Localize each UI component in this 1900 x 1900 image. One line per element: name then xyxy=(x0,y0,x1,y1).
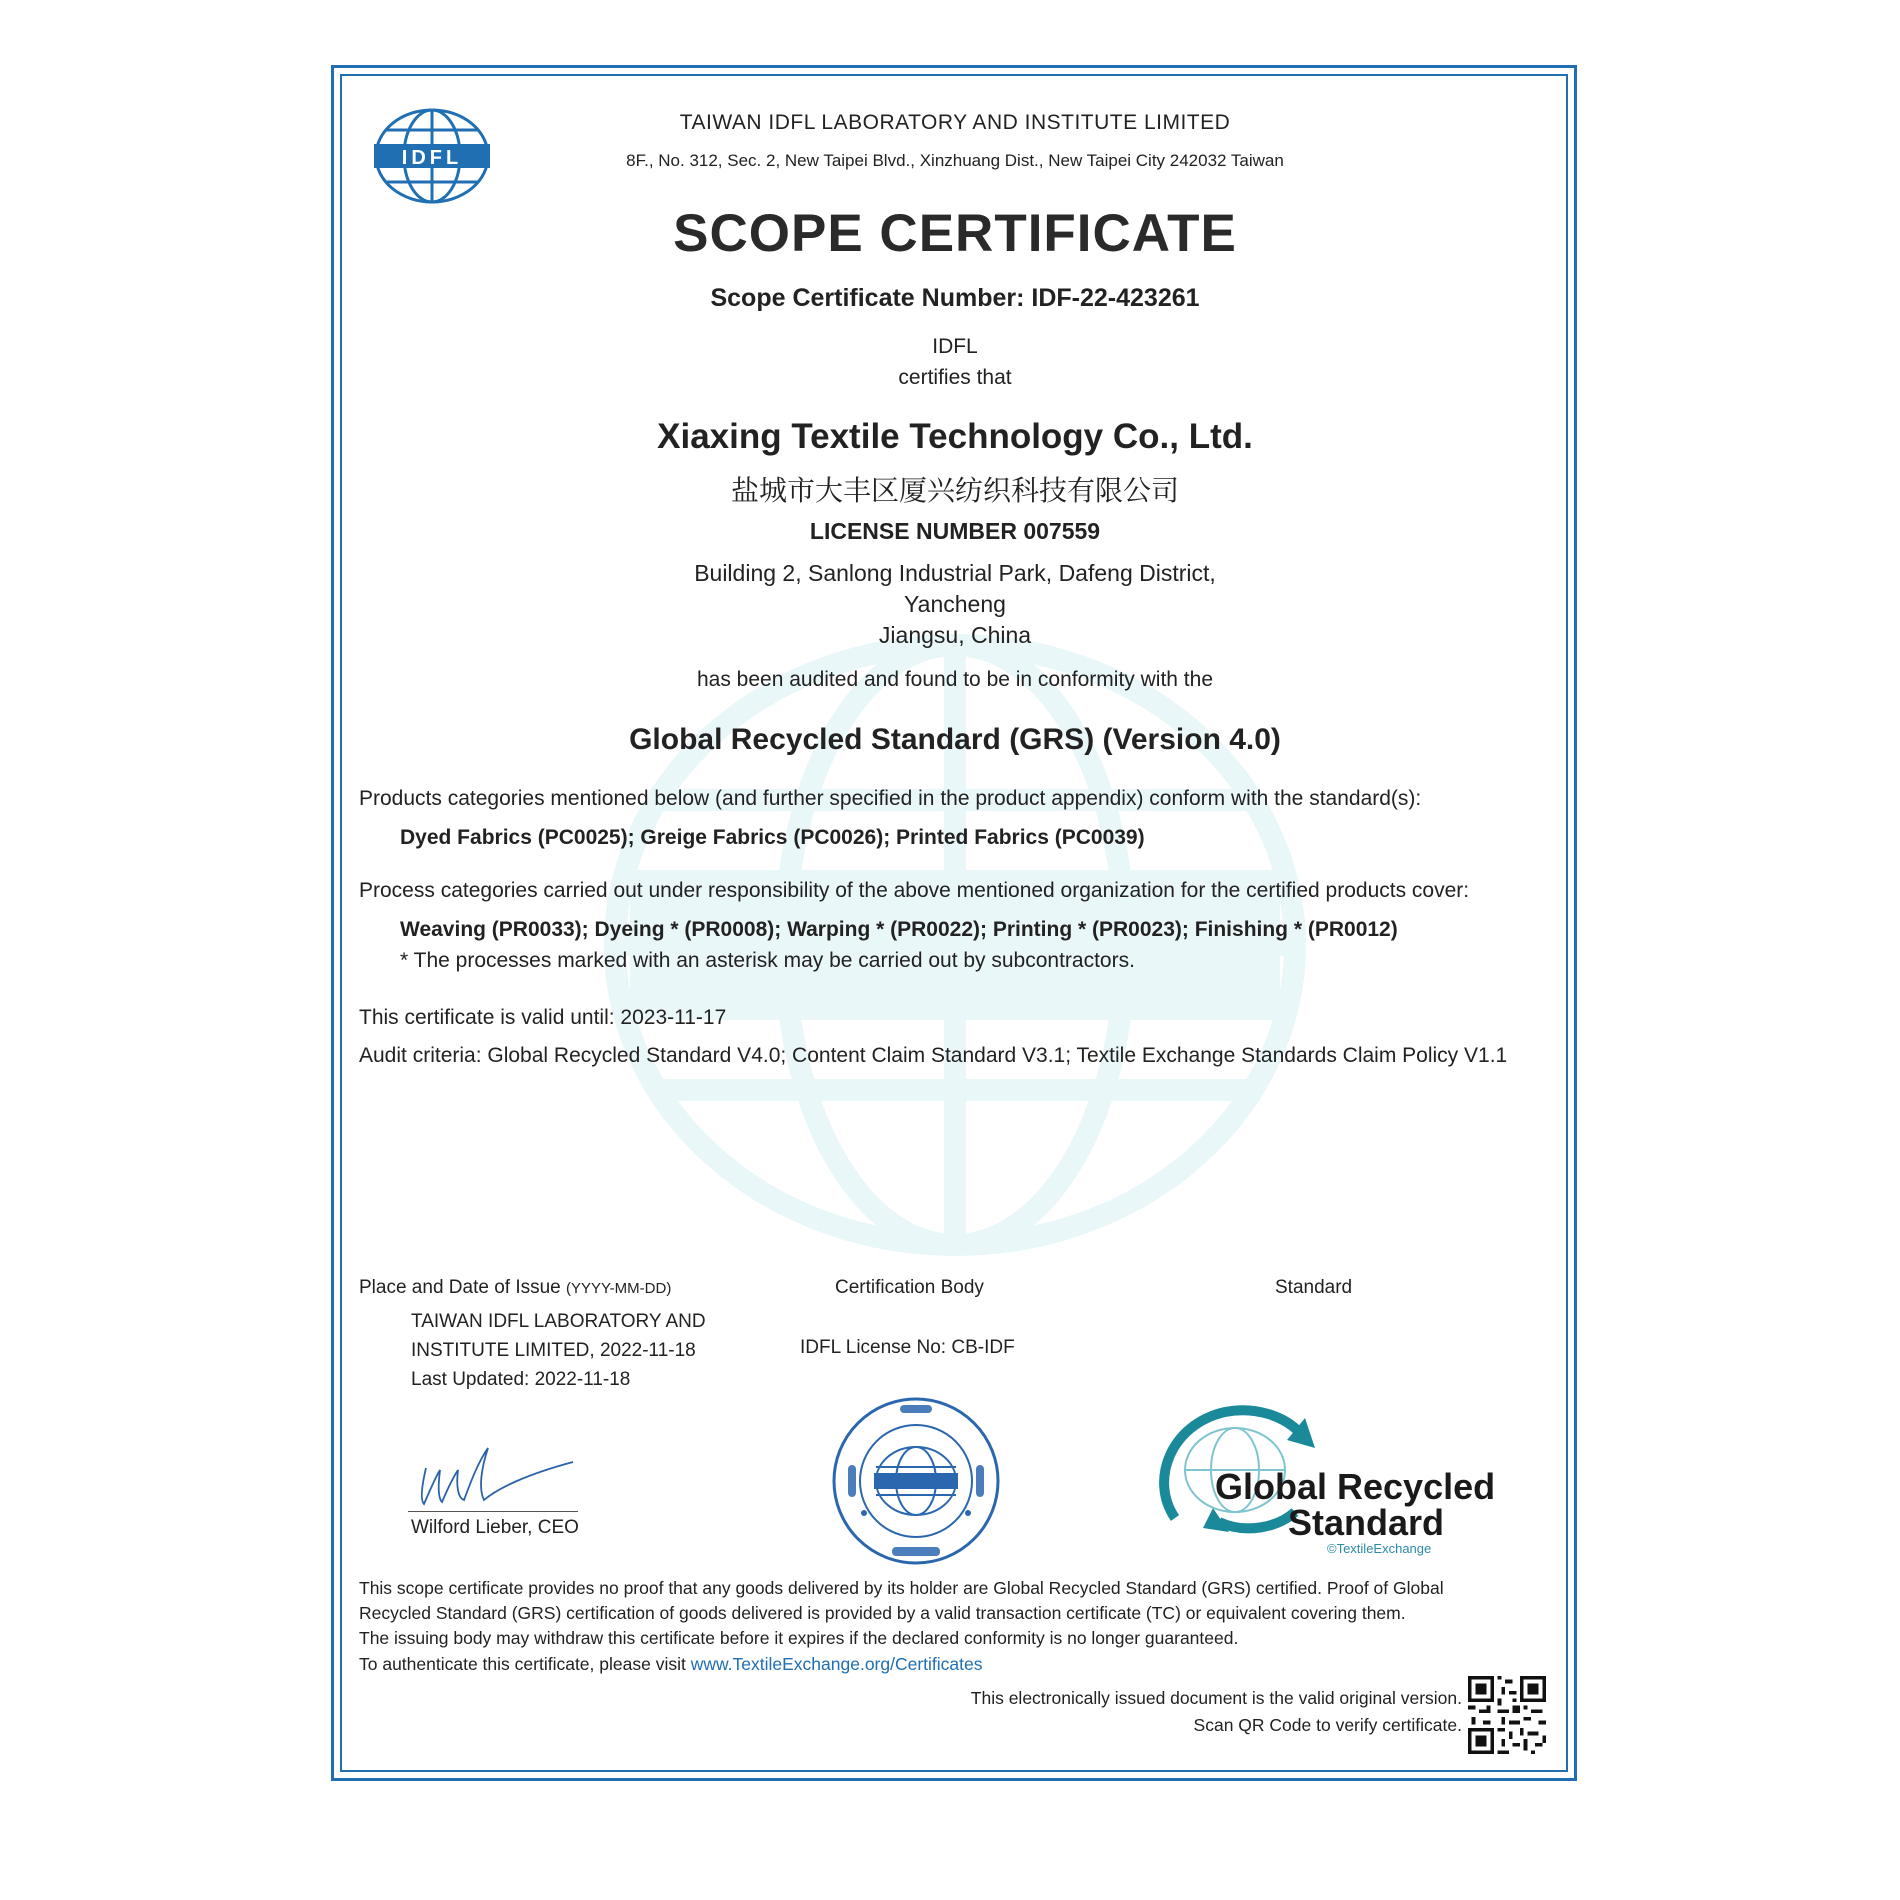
idfl-logo-icon xyxy=(372,106,492,206)
signature-line xyxy=(408,1511,578,1512)
disclaimer-line4 xyxy=(359,1654,1559,1675)
standard-label: Standard xyxy=(1275,1277,1353,1298)
signer-name: Wilford Lieber, CEO xyxy=(411,1517,579,1538)
certificate-title: SCOPE CERTIFICATE xyxy=(673,204,1237,263)
watermark-globe-icon xyxy=(590,620,1320,1270)
disclaimer-line4-prefix: To authenticate this certificate, please visit xyxy=(359,1654,691,1674)
certifies-that-text: certifies that xyxy=(898,366,1012,389)
certification-body-label: Certification Body xyxy=(835,1277,984,1298)
disclaimer-line1: This scope certificate provides no proof that any goods delivered by its holder are Global Recycled Standard (GRS) certified. Proof of Global xyxy=(359,1578,1444,1598)
certifier-name: IDFL xyxy=(932,335,978,358)
issuer-org-address: 8F., No. 312, Sec. 2, New Taipei Blvd., Xinzhuang Dist., New Taipei City 242032 Taiwan xyxy=(626,151,1284,170)
certification-body-license: IDFL License No: CB-IDF xyxy=(800,1337,1015,1358)
disclaimer-line3: The issuing body may withdraw this certificate before it expires if the declared conformity is no longer guaranteed. xyxy=(359,1628,1239,1648)
products-list: Dyed Fabrics (PC0025); Greige Fabrics (PC0026); Printed Fabrics (PC0039) xyxy=(400,826,1145,849)
verification-qr-code-icon[interactable] xyxy=(1468,1676,1546,1754)
certificate-number: Scope Certificate Number: IDF-22-423261 xyxy=(710,284,1200,312)
place-date-label xyxy=(359,1277,671,1299)
processes-intro: Process categories carried out under responsibility of the above mentioned organization for the certified products cover: xyxy=(359,879,1470,902)
place-date-label-text: Place and Date of Issue xyxy=(359,1277,561,1298)
holder-address-line3: Jiangsu, China xyxy=(878,622,1032,648)
audit-criteria: Audit criteria: Global Recycled Standard V4.0; Content Claim Standard V3.1; Textile Exchange Standards Claim Policy V1.1 xyxy=(359,1044,1508,1067)
audited-text: has been audited and found to be in conformity with the xyxy=(696,668,1214,691)
issuer-line1: TAIWAN IDFL LABORATORY AND xyxy=(411,1311,706,1332)
processes-list: Weaving (PR0033); Dyeing * (PR0008); Warping * (PR0022); Printing * (PR0023); Finishing * (PR0012) xyxy=(400,918,1398,941)
holder-address-line2: Yancheng xyxy=(904,591,1006,617)
date-format-hint: (YYYY-MM-DD) xyxy=(566,1280,672,1297)
electronic-note-line2: Scan QR Code to verify certificate. xyxy=(1193,1715,1462,1735)
holder-company-name-cn: 盐城市大丰区厦兴纺织科技有限公司 xyxy=(730,474,1179,507)
logo-text: IDFL xyxy=(401,147,463,169)
grs-logo-line1: Global Recycled xyxy=(1215,1466,1496,1507)
last-updated: Last Updated: 2022-11-18 xyxy=(411,1369,631,1390)
idfl-certified-seal-icon xyxy=(830,1395,1002,1567)
electronic-note-line1: This electronically issued document is the valid original version. xyxy=(970,1688,1462,1708)
disclaimer-line2: Recycled Standard (GRS) certification of goods delivered is provided by a valid transaction certificate (TC) or equivalent covering them. xyxy=(359,1603,1406,1623)
holder-address-line1: Building 2, Sanlong Industrial Park, Dafeng District, xyxy=(694,560,1216,586)
products-intro: Products categories mentioned below (and further specified in the product appendix) conform with the standard(s): xyxy=(359,787,1422,810)
signature-icon xyxy=(408,1440,578,1510)
standard-name: Global Recycled Standard (GRS) (Version 4.0) xyxy=(629,723,1281,756)
grs-logo-line2: Standard xyxy=(1288,1502,1445,1543)
issuer-line2: INSTITUTE LIMITED, 2022-11-18 xyxy=(411,1340,696,1361)
textile-exchange-link[interactable]: www.TextileExchange.org/Certificates xyxy=(690,1654,983,1674)
issuer-org-name: TAIWAN IDFL LABORATORY AND INSTITUTE LIMITED xyxy=(679,111,1231,134)
validity-date: This certificate is valid until: 2023-11-17 xyxy=(359,1006,727,1029)
grs-logo-owner: ©TextileExchange xyxy=(1327,1541,1432,1556)
processes-note: * The processes marked with an asterisk may be carried out by subcontractors. xyxy=(400,949,1135,972)
holder-company-name: Xiaxing Textile Technology Co., Ltd. xyxy=(657,417,1253,456)
holder-license-number: LICENSE NUMBER 007559 xyxy=(809,518,1101,544)
